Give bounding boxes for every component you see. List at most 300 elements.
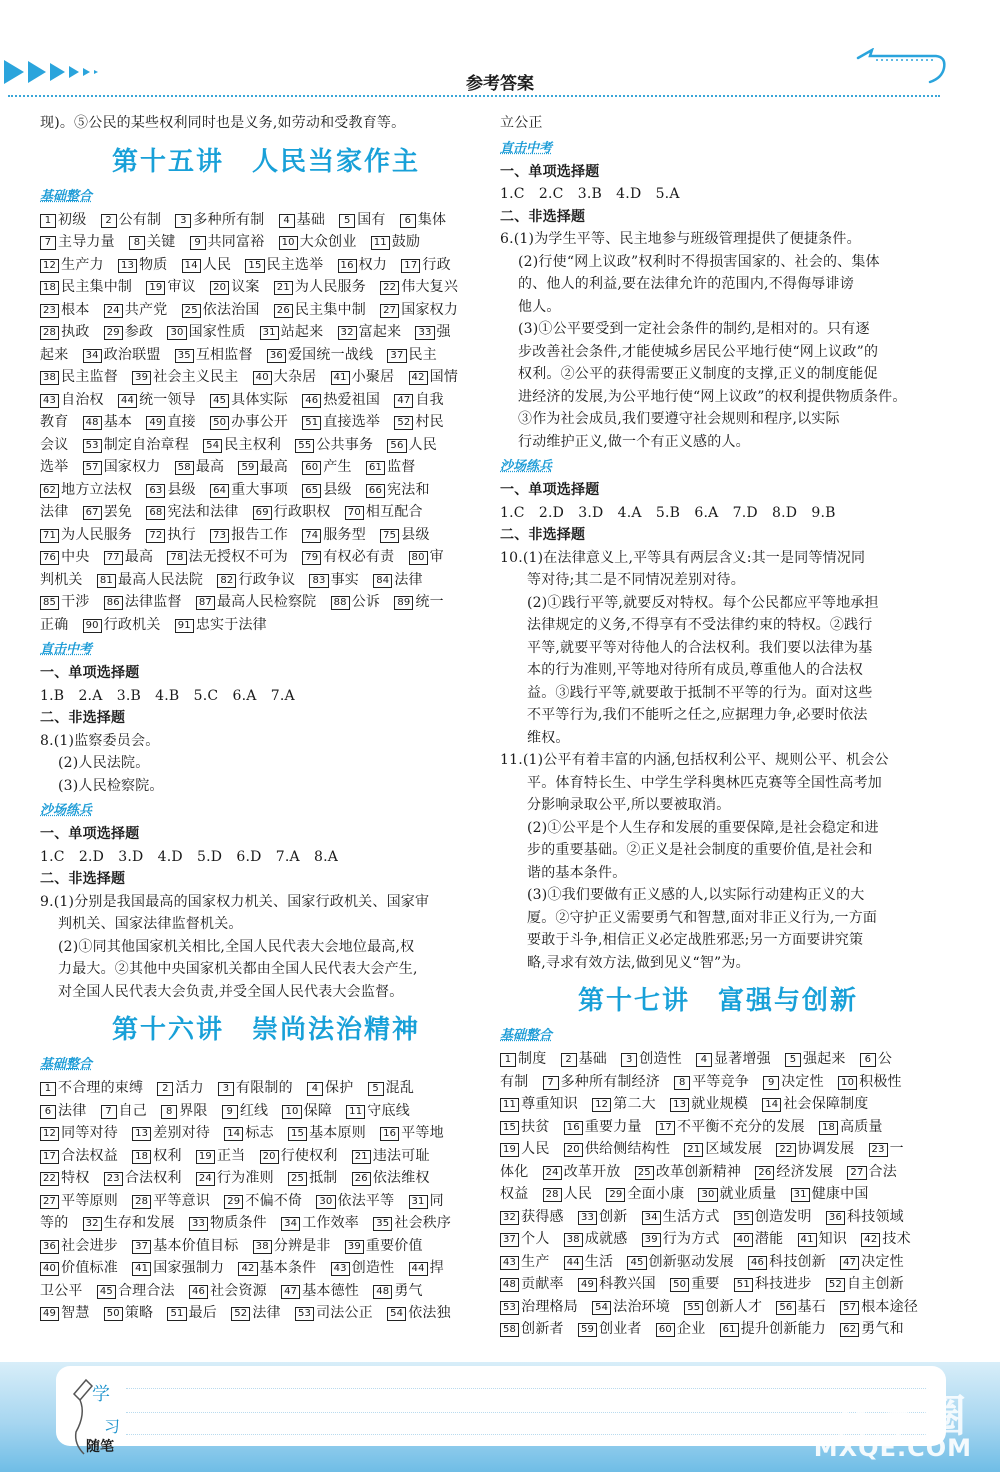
blank-number-box: 73 (210, 529, 229, 543)
question-type-heading (500, 479, 936, 502)
answer-text: 自治权 (61, 391, 118, 408)
answer-text: 捍 (429, 1260, 444, 1276)
answer-text: 贡献率 (521, 1276, 578, 1292)
lecture-title: 第十七讲 富强与创新 (577, 986, 858, 1016)
answer-line (40, 299, 492, 322)
answer-line (500, 547, 936, 570)
answer-line (500, 862, 936, 885)
answer-text: ③作为社会成员,我们要遵守社会规则和程序,以实际 (518, 411, 840, 427)
blank-number-box: 33 (415, 326, 434, 340)
answer-line (40, 254, 492, 277)
answer-text: 宪法和法律 (167, 504, 253, 520)
blank-number-box: 21 (684, 1143, 703, 1157)
blank-number-box: 16 (380, 1127, 399, 1141)
answer-text: 的、他人的利益,要在法律允许的范围内,不得侮辱诽谤 (518, 276, 854, 292)
lecture-title: 第十五讲 人民当家作主 (111, 146, 420, 177)
blank-number-box: 38 (253, 1240, 272, 1254)
blank-number-box: 42 (861, 1233, 880, 1247)
answer-text: 集体 (417, 211, 447, 228)
blank-number-box: 28 (132, 1195, 151, 1209)
blank-number-box: 54 (387, 1307, 406, 1321)
answer-text: 价值标准 (61, 1260, 133, 1276)
blank-number-box: 81 (97, 574, 116, 588)
answer-text: 工作效率 (302, 1215, 374, 1231)
answer-text: 执政 (61, 324, 104, 340)
answer-text: 正当 (216, 1147, 260, 1164)
answer-text: (3)①公平要受到一定社会条件的制约,是相对的。只有逐 (518, 321, 870, 337)
answer-text: 技术 (882, 1231, 911, 1247)
blank-number-box: 10 (838, 1076, 857, 1090)
answer-line (40, 434, 492, 457)
blank-number-box: 15 (288, 1127, 307, 1141)
blank-number-box: 50 (670, 1278, 689, 1292)
blank-number-box: 39 (345, 1240, 364, 1254)
blank-number-box: 30 (167, 326, 186, 340)
answer-text: 多种所有制经济 (560, 1073, 675, 1090)
answer-line (40, 891, 492, 914)
blank-number-box: 47 (394, 394, 413, 408)
answer-text: 最高 (124, 549, 168, 565)
answer-text: 二、非选择题 (500, 527, 586, 543)
answer-text: 民主选举 (266, 256, 338, 273)
blank-number-box: 52 (826, 1278, 845, 1292)
answer-text: 有制 (500, 1073, 543, 1090)
answer-line (500, 273, 936, 296)
answer-text: 企业 (677, 1321, 720, 1337)
answer-text: 物质 (139, 256, 182, 273)
answer-text: 创业者 (599, 1321, 656, 1337)
answer-text: 产生 (323, 459, 366, 475)
answer-text: 知识 (818, 1231, 862, 1247)
blank-number-box: 14 (224, 1127, 243, 1141)
blank-number-box: 5 (368, 1082, 384, 1096)
answer-text: 直接选举 (323, 414, 395, 430)
answer-line (500, 839, 936, 862)
answer-line (40, 958, 492, 981)
blank-number-box: 11 (371, 236, 390, 250)
answer-text: 基石 (797, 1298, 841, 1315)
blank-number-box: 62 (40, 484, 59, 498)
answer-text: 1.C 2.D 3.D 4.D 5.D 6.D 7.A 8.A (40, 848, 339, 865)
answer-text: 基本原则 (309, 1125, 381, 1141)
answer-line (40, 569, 492, 592)
answer-text: 具体实际 (231, 391, 303, 408)
answer-text: 步改善社会条件,才能使城乡居民公平地行使“网上议政”的 (518, 343, 879, 360)
watermark-url: MXQE.COM (813, 1434, 972, 1462)
blank-number-box: 4 (696, 1053, 712, 1067)
answer-text: 力最大。②其他中央国家机关都由全国人民代表大会产生, (58, 961, 418, 977)
answer-text: 根本途径 (861, 1298, 919, 1315)
answer-line (500, 569, 936, 592)
answer-line (500, 1116, 936, 1139)
blank-number-box: 37 (132, 1240, 151, 1254)
stamp-text-study: 学 (92, 1384, 110, 1405)
answer-text: 他人。 (518, 298, 561, 315)
answer-text: 社会保障制度 (783, 1096, 869, 1112)
blank-number-box: 51 (167, 1307, 186, 1321)
answer-text: 强 (436, 324, 451, 340)
blank-number-box: 8 (674, 1076, 690, 1090)
blank-number-box: 21 (274, 281, 293, 295)
answer-text: 公诉 (351, 594, 395, 610)
answer-text: 科技进步 (754, 1276, 826, 1292)
blank-number-box: 31 (791, 1188, 810, 1202)
blank-number-box: 41 (798, 1233, 817, 1247)
answer-text: 行政 (422, 256, 451, 273)
blank-number-box: 27 (40, 1195, 59, 1209)
watermark (780, 1374, 980, 1466)
answer-text: (2)行使“网上议政”权利时不得损害国家的、社会的、集体 (518, 253, 880, 270)
blank-number-box: 1 (500, 1053, 516, 1067)
answer-text: 强起来 (803, 1051, 860, 1067)
answer-text: 显著增强 (714, 1051, 786, 1067)
blank-number-box: 15 (500, 1121, 519, 1135)
answer-text: 1.C 2.D 3.D 4.A 5.B 6.A 7.D 8.D 9.B (500, 504, 836, 521)
answer-text: 权益 (500, 1186, 543, 1202)
answer-text: 县级 (401, 526, 430, 543)
answer-text: 最高 (259, 459, 303, 475)
answer-text: 公有制 (118, 211, 176, 228)
answer-text: 国家权力 (401, 301, 459, 318)
blank-number-box: 56 (387, 439, 406, 453)
answer-text: 差别对待 (153, 1125, 225, 1141)
blank-number-box: 42 (238, 1262, 257, 1276)
answer-line (500, 727, 936, 750)
answer-line (40, 730, 492, 753)
answer-text: 事实 (330, 571, 374, 588)
blank-number-box: 32 (338, 326, 357, 340)
blank-number-box: 84 (373, 574, 392, 588)
blank-number-box: 28 (40, 326, 59, 340)
blank-number-box: 3 (175, 214, 191, 228)
answer-text: 正确 (40, 616, 83, 633)
answer-text: 民主集中制 (294, 301, 381, 318)
answer-text: 6.(1)为学生平等、民主地参与班级管理提供了便捷条件。 (500, 231, 861, 247)
answer-line (40, 1167, 492, 1190)
blank-number-box: 47 (840, 1256, 859, 1270)
answer-text: 生产力 (61, 256, 118, 273)
answer-text: 共同富裕 (207, 234, 279, 250)
blank-number-box: 13 (132, 1127, 151, 1141)
answer-text: 积极性 (859, 1073, 902, 1090)
answer-text: 1.C 2.C 3.B 4.D 5.A (500, 186, 680, 202)
blank-number-box: 77 (104, 551, 123, 565)
question-type-heading (500, 524, 936, 547)
answer-text: 创造性 (639, 1051, 697, 1067)
blank-number-box: 30 (316, 1195, 335, 1209)
answer-text: 合法权益 (61, 1147, 133, 1164)
answer-text: 维权。 (527, 729, 570, 746)
blank-number-box: 66 (366, 484, 385, 498)
answer-line (40, 456, 492, 479)
answer-text: 公 (877, 1051, 893, 1067)
answer-text: 最后 (188, 1305, 232, 1321)
blank-number-box: 42 (409, 371, 428, 385)
answer-text: 民主权利 (224, 436, 296, 453)
answer-line (500, 817, 936, 840)
answer-text: 人民 (202, 256, 246, 273)
blank-number-box: 6 (40, 1105, 56, 1119)
blank-number-box: 48 (83, 416, 102, 430)
answer-line (40, 524, 492, 547)
answer-text: 合理合法 (117, 1282, 189, 1299)
answer-text: 不合理的束缚 (58, 1080, 158, 1096)
blank-number-box: 56 (776, 1301, 795, 1315)
blank-number-box: 85 (40, 596, 59, 610)
answer-line (40, 1190, 492, 1213)
answer-text: 为人民服务 (294, 279, 381, 295)
blank-number-box: 18 (132, 1150, 151, 1164)
answer-text: 决定性 (781, 1073, 839, 1090)
answer-text: 权力 (358, 256, 402, 273)
blank-number-box: 49 (146, 416, 165, 430)
answer-text: 智慧 (61, 1305, 104, 1321)
blank-number-box: 49 (578, 1278, 597, 1292)
answer-text: 平。体育特长生、中学生学科奥林匹克赛等全国性高考加 (527, 774, 882, 791)
answer-text: 尊重知识 (521, 1096, 593, 1112)
subsection-heading: 沙场练兵 (500, 459, 553, 474)
blank-number-box: 59 (578, 1323, 597, 1337)
answer-text: 爱国统一战线 (287, 346, 388, 363)
blank-number-box: 40 (734, 1233, 753, 1247)
answer-text: 高质量 (840, 1118, 883, 1135)
answer-text: 执行 (167, 526, 211, 543)
question-type-heading (500, 206, 936, 229)
answer-line (500, 1296, 936, 1319)
answer-text: 基本价值目标 (153, 1237, 253, 1254)
blank-number-box: 15 (245, 259, 264, 273)
answer-line (40, 1235, 492, 1258)
answer-text: 权利。②公平的获得需要正义制度的支撑,正义的制度能促 (518, 366, 878, 382)
answer-text: 有权必有责 (323, 549, 409, 565)
blank-number-box: 33 (578, 1211, 597, 1225)
answer-text: 社会进步 (61, 1237, 133, 1254)
answer-text: 重要 (691, 1276, 734, 1292)
blank-number-box: 59 (238, 461, 257, 475)
stamp-text-notes: 随笔 (86, 1439, 114, 1455)
blank-number-box: 27 (380, 304, 399, 318)
answer-text: 违法可耻 (372, 1147, 430, 1164)
answer-line (500, 794, 936, 817)
answer-text: 勇气 (394, 1282, 423, 1299)
answer-text: 保障 (303, 1102, 347, 1119)
blank-number-box: 43 (40, 394, 59, 408)
answer-line (500, 1048, 936, 1071)
answer-text: 分辨是非 (273, 1237, 345, 1254)
blank-number-box: 28 (543, 1188, 562, 1202)
answer-line (40, 936, 492, 959)
blank-number-box: 40 (253, 371, 272, 385)
blank-number-box: 64 (210, 484, 229, 498)
answer-text: 保护 (325, 1080, 368, 1096)
blank-number-box: 18 (40, 281, 59, 295)
blank-number-box: 72 (146, 529, 165, 543)
answer-line (40, 1302, 492, 1325)
answer-text: 健康中国 (811, 1186, 869, 1202)
answer-text: 审 (429, 549, 444, 565)
answer-text: 重大事项 (231, 481, 303, 498)
answer-text: 红线 (239, 1102, 283, 1119)
blank-number-box: 20 (210, 281, 229, 295)
answer-line (40, 546, 492, 569)
blank-number-box: 55 (295, 439, 314, 453)
answer-text: 行动维护正义,做一个有正义感的人。 (518, 433, 750, 450)
answer-text: 物质条件 (210, 1215, 282, 1231)
answer-line (40, 112, 492, 135)
answer-text: 略,寻求有效方法,做到见义“智”为。 (527, 954, 750, 971)
subsection-heading: 基础整合 (40, 1057, 93, 1072)
answer-line (500, 1228, 936, 1251)
answer-text: 依法维权 (372, 1170, 430, 1186)
answer-text: 服务型 (323, 526, 381, 543)
answer-line (40, 1280, 492, 1303)
blank-number-box: 53 (295, 1307, 314, 1321)
answer-line (500, 682, 936, 705)
blank-number-box: 43 (331, 1262, 350, 1276)
blank-number-box: 36 (826, 1211, 845, 1225)
blank-number-box: 20 (564, 1143, 583, 1157)
answer-line (40, 276, 492, 299)
answer-text: 协调发展 (797, 1141, 869, 1157)
blank-number-box: 44 (409, 1262, 428, 1276)
answer-text: 创新人才 (705, 1298, 777, 1315)
question-type-heading (500, 161, 936, 184)
blank-number-box: 14 (182, 259, 201, 273)
answer-text: 体化 (500, 1163, 543, 1180)
blank-number-box: 33 (189, 1217, 208, 1231)
answer-text: 罢免 (103, 504, 147, 520)
answer-text: 潜能 (754, 1231, 798, 1247)
blank-number-box: 25 (635, 1166, 654, 1180)
blank-number-box: 29 (224, 1195, 243, 1209)
answer-text: 改革开放 (563, 1163, 635, 1180)
answer-text: 要敢于斗争,相信正义必定战胜邪恶;另一方面要讲究策 (527, 932, 864, 948)
answer-text: (2)人民法院。 (58, 755, 150, 771)
blank-number-box: 34 (642, 1211, 661, 1225)
blank-number-box: 47 (281, 1285, 300, 1299)
answer-text: 行政职权 (273, 504, 345, 520)
answer-text: 合法 (868, 1163, 897, 1180)
answer-text: 区域发展 (705, 1141, 777, 1157)
blank-number-box: 24 (196, 1172, 215, 1186)
blank-number-box: 43 (500, 1256, 519, 1270)
blank-number-box: 11 (346, 1105, 365, 1119)
answer-text: 县级 (167, 481, 211, 498)
blank-number-box: 9 (222, 1105, 238, 1119)
answer-text: 9.(1)分别是我国最高的国家权力机关、国家行政机关、国家审 (40, 893, 430, 910)
answer-text: (2)①同其他国家机关相比,全国人民代表大会地位最高,权 (58, 938, 415, 955)
answer-text: 特权 (61, 1170, 104, 1186)
answer-text: 制定自治章程 (103, 436, 204, 453)
answer-text: 改革创新精神 (655, 1163, 756, 1180)
blank-number-box: 20 (260, 1150, 279, 1164)
blank-number-box: 16 (338, 259, 357, 273)
blank-number-box: 31 (260, 326, 279, 340)
blank-number-box: 23 (869, 1143, 888, 1157)
question-type-heading (40, 823, 492, 846)
answer-text: 治理格局 (521, 1298, 593, 1315)
answer-text: 自我 (415, 391, 444, 408)
answer-text: 对全国人民代表大会负责,并受全国人民代表大会监督。 (58, 983, 404, 1000)
answer-text: 平等,就要平等对待他人的合法权利。我们要以法律为基 (527, 639, 873, 656)
answer-text: 主导力量 (58, 234, 129, 250)
answer-line (500, 251, 936, 274)
subsection-heading: 直击中考 (500, 140, 553, 156)
answer-text: 权利 (153, 1147, 196, 1164)
answer-text: 为人民服务 (61, 526, 147, 543)
answer-text: 就业规模 (691, 1096, 763, 1112)
blank-number-box: 27 (847, 1166, 866, 1180)
answer-text: 全面小康 (627, 1186, 699, 1202)
blank-number-box: 88 (331, 596, 350, 610)
answer-line (500, 318, 936, 341)
answer-line (500, 1273, 936, 1296)
blank-number-box: 48 (373, 1285, 392, 1299)
answer-text: 合法权利 (124, 1170, 196, 1186)
blank-number-box: 57 (83, 461, 102, 475)
answer-text: 依法独 (408, 1305, 451, 1321)
answer-text: 会议 (40, 436, 83, 453)
blank-number-box: 74 (302, 529, 321, 543)
answer-text: 重要价值 (365, 1237, 423, 1254)
blank-number-box: 35 (734, 1211, 753, 1225)
answer-line (500, 772, 936, 795)
blank-number-box: 35 (175, 349, 194, 363)
answer-line (500, 502, 936, 525)
blank-number-box: 4 (307, 1082, 323, 1096)
blank-number-box: 4 (279, 214, 295, 228)
answer-text: (2)①践行平等,就要反对特权。每个公民都应平等地承担 (527, 594, 879, 611)
blank-number-box: 3 (621, 1053, 637, 1067)
answer-text: 直接 (167, 414, 211, 430)
blank-number-box: 39 (132, 371, 151, 385)
blank-number-box: 23 (104, 1172, 123, 1186)
answer-text: 民主监督 (61, 369, 133, 385)
answer-line (500, 907, 936, 930)
blank-number-box: 22 (40, 1172, 59, 1186)
blank-number-box: 41 (132, 1262, 151, 1276)
answer-text: 守底线 (367, 1102, 410, 1119)
answer-text: 社会资源 (210, 1282, 282, 1299)
blank-number-box: 39 (642, 1233, 661, 1247)
answer-line (500, 659, 936, 682)
answer-text: 进经济的发展,为公平地行使“网上议政”的权利提供物质条件。 (518, 388, 907, 405)
answer-text: 基础 (296, 211, 340, 228)
answer-text: 行政机关 (103, 616, 175, 633)
answer-text: 最高人民法院 (117, 571, 218, 588)
answer-text: 行为准则 (216, 1170, 288, 1186)
blank-number-box: 65 (302, 484, 321, 498)
blank-number-box: 62 (840, 1323, 859, 1337)
answer-line (500, 1071, 936, 1094)
header-title: 参考答案 (466, 74, 534, 94)
blank-number-box: 35 (373, 1217, 392, 1231)
answer-text: 厦。②守护正义需要勇气和智慧,面对非正义行为,一方面 (527, 909, 878, 926)
blank-number-box: 46 (189, 1285, 208, 1299)
blank-number-box: 31 (409, 1195, 428, 1209)
answer-text: 10.(1)在法律意义上,平等具有两层含义:其一是同等情况同 (500, 549, 866, 566)
blank-number-box: 50 (104, 1307, 123, 1321)
answer-line (40, 614, 492, 637)
answer-text: 一、单项选择题 (40, 665, 140, 681)
answer-text: 鼓励 (391, 234, 421, 250)
answer-line (500, 1093, 936, 1116)
answer-line (500, 431, 936, 454)
answer-line (500, 112, 936, 135)
answer-line (40, 501, 492, 524)
blank-number-box: 2 (561, 1053, 577, 1067)
answer-text: 科教兴国 (599, 1276, 671, 1292)
